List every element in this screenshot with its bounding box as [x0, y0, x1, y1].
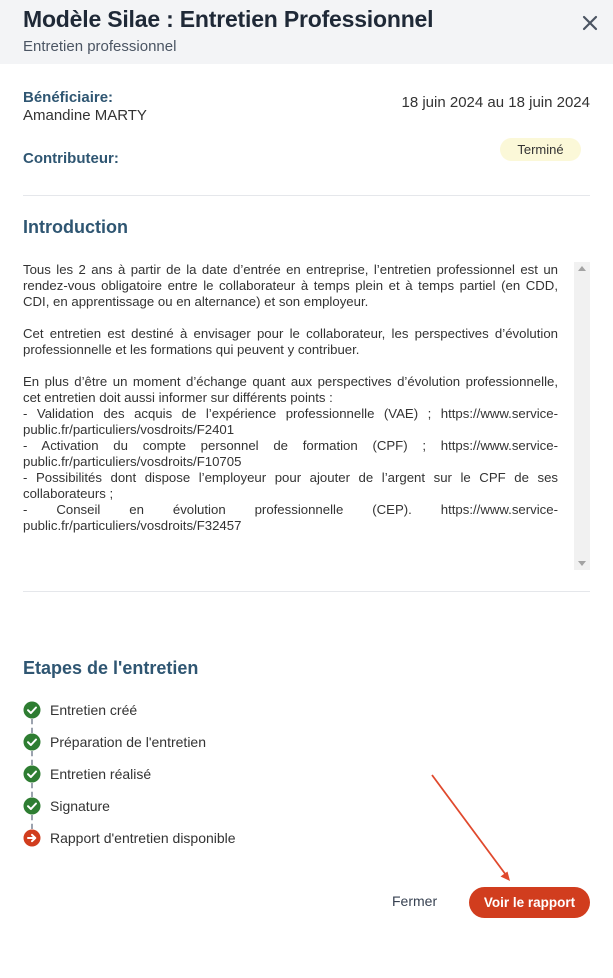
check-circle-icon — [23, 701, 41, 719]
introduction-text[interactable] — [23, 262, 558, 570]
step-label: Entretien réalisé — [50, 766, 152, 782]
step-item — [23, 733, 423, 751]
intro-points-lead: En plus d’être un moment d’échange quant aux perspectives d’évolution professionnelle, cet entretien doit aussi informer sur différents points : — [23, 374, 558, 405]
step-label: Préparation de l'entretien — [50, 734, 206, 750]
step-connector — [31, 815, 33, 829]
intro-point: - Activation du compte personnel de formation (CPF) ; https://www.service-public.fr/particuliers/vosdroits/F10705 — [23, 438, 558, 469]
steps-title: Etapes de l'entretien — [23, 658, 199, 678]
arrow-circle-icon — [23, 829, 41, 847]
step-label: Signature — [50, 798, 110, 814]
scroll-up-icon[interactable] — [578, 266, 586, 271]
step-item — [23, 797, 423, 815]
introduction-title: Introduction — [23, 217, 128, 237]
intro-point: - Validation des acquis de l’expérience professionnelle (VAE) ; https://www.service-public.fr/particuliers/vosdroits/F2401 — [23, 406, 558, 437]
date-range: 18 juin 2024 au 18 juin 2024 — [401, 94, 590, 111]
check-circle-icon — [23, 765, 41, 783]
close-icon[interactable] — [578, 11, 602, 35]
step-connector — [31, 751, 33, 765]
check-circle-icon — [23, 797, 41, 815]
step-label: Rapport d'entretien disponible — [50, 830, 236, 846]
step-connector — [31, 719, 33, 733]
contributor-label: Contributeur: — [23, 150, 119, 167]
intro-point: - Possibilités dont dispose l’employeur pour ajouter de l’argent sur le CPF de ses collaborateurs ; — [23, 470, 558, 501]
divider — [23, 195, 590, 196]
modal-title: Modèle Silae : Entretien Professionnel — [23, 6, 434, 32]
step-item — [23, 829, 423, 847]
modal-subtitle: Entretien professionnel — [23, 38, 177, 55]
view-report-button[interactable]: Voir le rapport — [469, 887, 590, 918]
modal-header — [0, 0, 613, 64]
step-label: Entretien créé — [50, 702, 138, 718]
step-connector — [31, 783, 33, 797]
intro-paragraph: Cet entretien est destiné à envisager pour le collaborateur, les perspectives d’évolution professionnelle et les formations qui peuvent y contribuer. — [23, 326, 558, 357]
status-badge: Terminé — [500, 138, 581, 161]
check-circle-icon — [23, 733, 41, 751]
beneficiary-label: Bénéficiaire: — [23, 89, 114, 106]
intro-point: - Conseil en évolution professionnelle (CEP). https://www.service-public.fr/particuliers/vosdroits/F32457 — [23, 502, 558, 533]
scroll-down-icon[interactable] — [578, 561, 586, 566]
step-item — [23, 701, 423, 719]
divider — [23, 591, 590, 592]
intro-paragraph: Tous les 2 ans à partir de la date d’entrée en entreprise, l’entretien professionnel est un rendez-vous obligatoire entre le collaborateur à temps plein et à temps partiel (en CDD, CDI, en apprentissage ou en alternance) et son employeur. — [23, 262, 558, 309]
introduction-scrollbar[interactable] — [574, 262, 590, 570]
introduction-box — [23, 262, 590, 570]
beneficiary-name: Amandine MARTY — [23, 107, 147, 124]
close-button[interactable]: Fermer — [392, 893, 438, 909]
step-item — [23, 765, 423, 783]
